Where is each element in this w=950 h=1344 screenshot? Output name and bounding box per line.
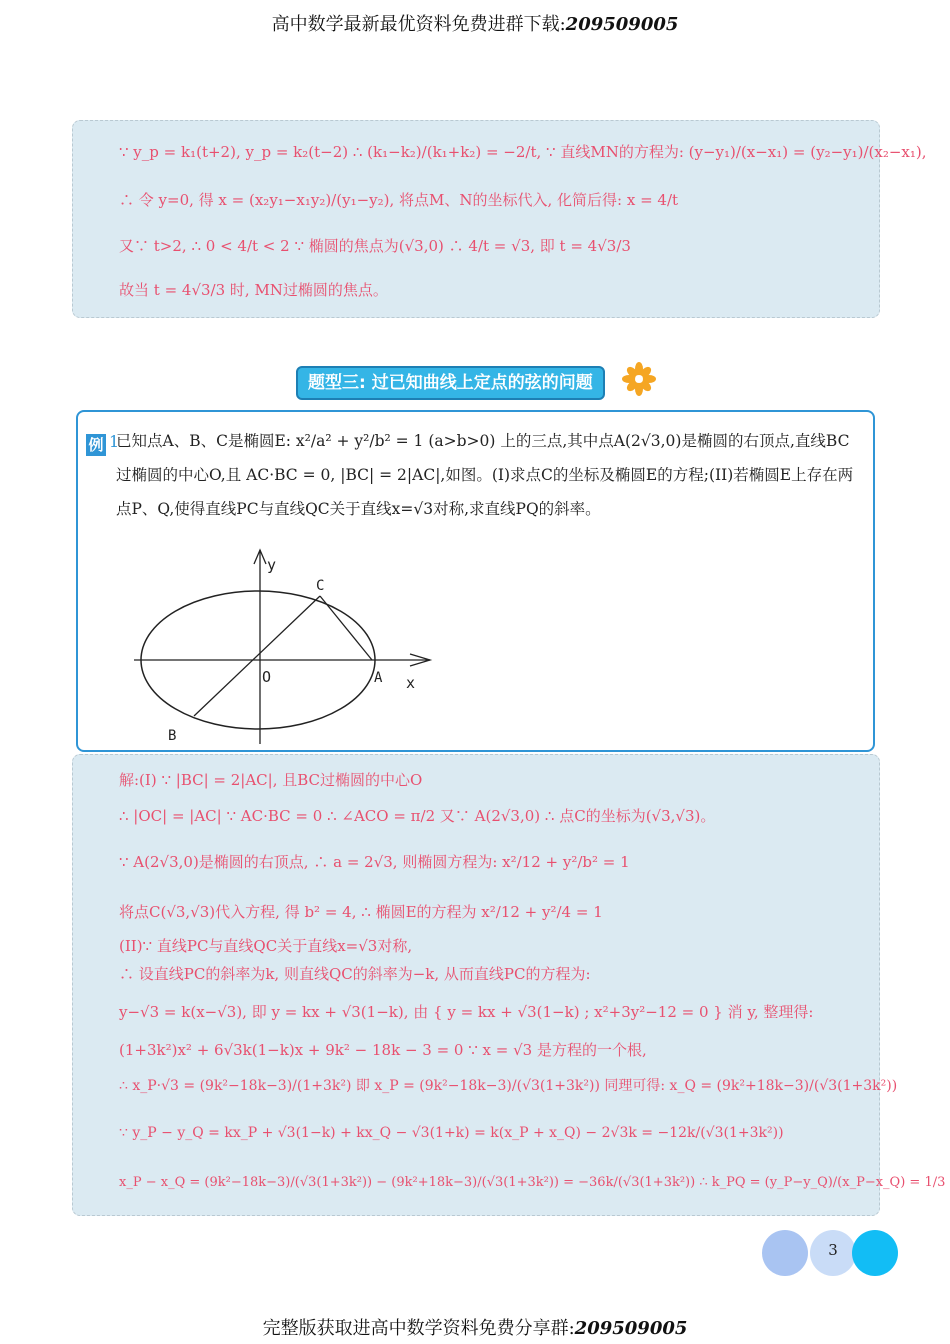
solution-line: ∵ A(2√3,0)是椭圆的右顶点, ∴ a = 2√3, 则椭圆方程为: x²/12 + y²/b² = 1 <box>119 853 630 871</box>
example-badge: 例 <box>86 434 106 456</box>
label-x: x <box>406 674 416 692</box>
label-a: A <box>374 670 383 686</box>
page-dot-right <box>852 1230 898 1276</box>
example-problem-text: 已知点A、B、C是椭圆E: x²/a² + y²/b² = 1 (a>b>0) 上的三点,其中点A(2√3,0)是椭圆的右顶点,直线BC过椭圆的中心O,且 AC·BC = 0, |BC| = 2|AC|,如图。(I)求点C的坐标及椭圆E的方程;(II)若椭圆E上存在两点P、Q,使得直线PC与直线QC关于直线x=√3对称,求直线PQ的斜率。 <box>116 432 854 518</box>
page-header <box>0 10 950 36</box>
solution-line: ∴ 设直线PC的斜率为k, 则直线QC的斜率为−k, 从而直线PC的方程为: <box>119 965 591 983</box>
header-group-number: 209509005 <box>565 14 679 35</box>
solution-box <box>72 754 946 1216</box>
example-number: 1 <box>109 432 120 451</box>
label-b: B <box>168 728 177 744</box>
segment-ca <box>320 596 372 660</box>
solution-line: ∴ 令 y=0, 得 x = (x₂y₁−x₁y₂)/(y₁−y₂), 将点M、N的坐标代入, 化简后得: x = 4/t <box>119 191 679 209</box>
flower-icon <box>622 362 656 396</box>
solution-line: ∵ y_P − y_Q = kx_P + √3(1−k) + kx_Q − √3(1+k) = k(x_P + x_Q) − 2√3k = −12k/(√3(1+3k²)) <box>119 1125 784 1141</box>
section-title-text: 题型三: 过已知曲线上定点的弦的问题 <box>296 366 605 400</box>
solution-continuation-box <box>72 120 927 318</box>
solution-line: ∴ |OC| = |AC| ∵ AC·BC = 0 ∴ ∠ACO = π/2 又∵ A(2√3,0) ∴ 点C的坐标为(√3,√3)。 <box>119 807 716 825</box>
page-dot-left <box>762 1230 808 1276</box>
footer-group-number: 209509005 <box>574 1318 688 1339</box>
solution-line: ∵ y_p = k₁(t+2), y_p = k₂(t−2) ∴ (k₁−k₂)/(k₁+k₂) = −2/t, ∵ 直线MN的方程为: (y−y₁)/(x−x₁) = (y₂−y₁)/(x₂−x₁), <box>119 143 927 161</box>
ellipse-figure <box>130 548 450 758</box>
solution-line: x_P − x_Q = (9k²−18k−3)/(√3(1+3k²)) − (9k²+18k−3)/(√3(1+3k²)) = −36k/(√3(1+3k²)) ∴ k_PQ = (y_P−y_Q)/(x_P−x_Q) = 1/3 <box>119 1175 946 1190</box>
page-footer <box>0 1314 950 1340</box>
solution-line: 将点C(√3,√3)代入方程, 得 b² = 4, ∴ 椭圆E的方程为 x²/12 + y²/4 = 1 <box>119 903 603 921</box>
footer-text: 完整版获取进高中数学资料免费分享群: <box>262 1318 575 1339</box>
chord-bc <box>194 596 320 716</box>
page-number: 3 <box>828 1241 838 1259</box>
solution-line: 故当 t = 4√3/3 时, MN过椭圆的焦点。 <box>119 281 388 299</box>
label-o: O <box>262 668 272 686</box>
solution-line: 解:(I) ∵ |BC| = 2|AC|, 且BC过椭圆的中心O <box>119 771 423 789</box>
solution-line: (II)∵ 直线PC与直线QC关于直线x=√3对称, <box>119 937 413 955</box>
header-text: 高中数学最新最优资料免费进群下载: <box>271 14 566 35</box>
solution-line: (1+3k²)x² + 6√3k(1−k)x + 9k² − 18k − 3 = 0 ∵ x = √3 是方程的一个根, <box>119 1041 647 1059</box>
solution-line: y−√3 = k(x−√3), 即 y = kx + √3(1−k), 由 { y = kx + √3(1−k) ; x²+3y²−12 = 0 } 消 y, 整理得: <box>119 1003 814 1021</box>
example-box <box>76 410 875 752</box>
label-c: C <box>316 578 325 594</box>
label-y: y <box>267 556 277 574</box>
solution-line: ∴ x_P·√3 = (9k²−18k−3)/(1+3k²) 即 x_P = (9k²−18k−3)/(√3(1+3k²)) 同理可得: x_Q = (9k²+18k−3)/(√3(1+3k²)) <box>119 1078 898 1094</box>
solution-line: 又∵ t>2, ∴ 0 < 4/t < 2 ∵ 椭圆的焦点为(√3,0) ∴ 4/t = √3, 即 t = 4√3/3 <box>119 237 631 255</box>
